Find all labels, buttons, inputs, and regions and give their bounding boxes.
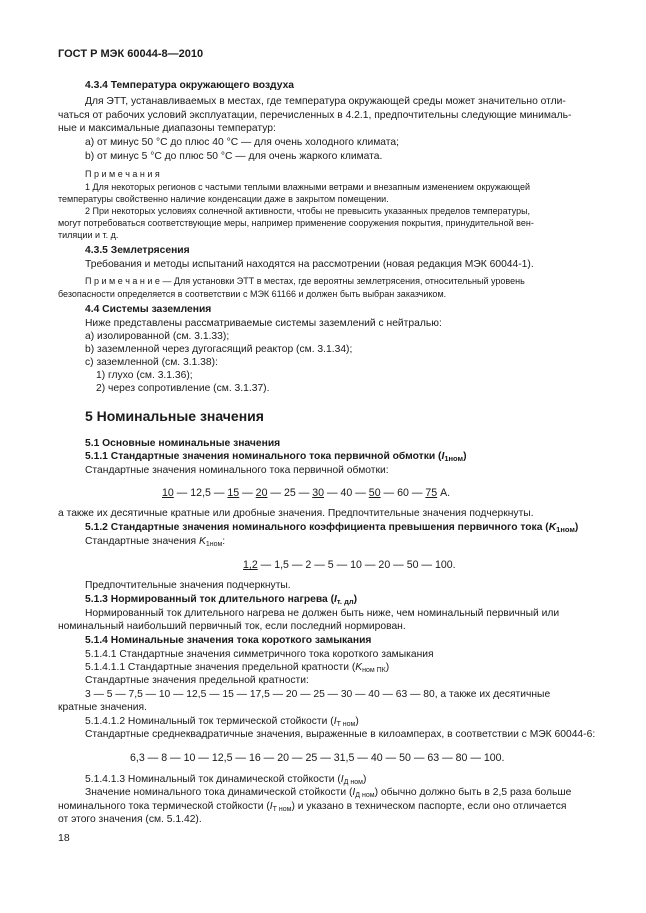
list-item: a) от минус 50 °C до плюс 40 °C — для очень холодного климата; [85,137,399,148]
series-value: 12,5 [190,487,211,499]
notes-title: П р и м е ч а н и я [85,169,160,179]
paragraph-line: от этого значения (см. 5.1.42). [58,814,202,825]
note-line: тиляции и т. д. [58,230,119,240]
document-header: ГОСТ Р МЭК 60044-8—2010 [58,48,204,60]
paragraph-line: Значение номинального тока динамической стойкости $(I_{Д ном})$ обычно должно быть в 2,5 раза больше [85,787,572,799]
paragraph-line: кратные значения. [58,702,147,713]
paragraph-line: 5.1.4.1 Стандартные значения симметричного тока короткого замыкания [85,649,434,660]
section-4-3-5-title: 4.3.5 Землетрясения [85,245,190,256]
note-line: безопасности определяется в соответствии с МЭК 61166 и должен быть выбран заказчиком. [58,289,447,299]
paragraph-line: номинального тока термической стойкости $(I_{Т ном})$ и указано в техническом паспорте, если оно отличается [58,801,567,813]
section-5-1-2-title: 5.1.2 Стандартные значения номинального коэффициента превышения первичного тока (K1ном) [85,522,579,534]
page-number: 18 [58,832,70,844]
note-line: 2 При некоторых условиях солнечной активности, чтобы не превысить указанных пределов температуры, [85,206,531,216]
section-5-1-3-title: 5.1.3 Нормированный ток длительного нагрева (Iт. дл) [85,594,358,606]
paragraph-line: Для ЭТТ, устанавливаемых в местах, где температура окружающей среды может значительно отли- [85,96,566,107]
list-item: b) заземленной через дугогасящий реактор (см. 3.1.34); [85,344,353,355]
note-line: могут потребоваться соответствующие меры, например применение сооружения покрытия, принудительной вен- [58,218,534,228]
paragraph-line: а также их десятичные кратные или дробные значения. Предпочтительные значения подчеркнуты. [58,508,534,519]
note-line: П р и м е ч а н и е — Для установки ЭТТ в местах, где вероятны землетрясения, относительный уровень [85,276,525,286]
paragraph-line: чаться от рабочих условий эксплуатации, перечисленных в 4.2.1, предпочтительны следующие минималь- [58,110,572,121]
note-line: 1 Для некоторых регионов с частыми теплыми влажными ветрами и внезапным изменением окружающей [85,182,531,192]
series-value: 75 [425,487,438,499]
list-item: a) изолированной (см. 3.1.33); [85,331,230,342]
paragraph-line: Стандартные значения предельной кратности: [85,675,309,686]
section-4-4-title: 4.4 Системы заземления [85,304,212,315]
series-value: 50 [368,487,381,499]
paragraph-line: 5.1.4.1.3 Номинальный ток динамической стойкости $(I_{Д ном})$ [85,774,367,786]
note-line: температуры свойственно наличие конденсации даже в закрытом помещении. [58,194,389,204]
paragraph-line: Стандартные значения $K_{1ном}$: [85,536,226,548]
section-5-1-4-title: 5.1.4 Номинальные значения тока короткого замыкания [85,635,372,646]
section-5-1-title: 5.1 Основные номинальные значения [85,438,281,449]
paragraph-line: Нормированный ток длительного нагрева не должен быть ниже, чем номинальный первичный или [85,608,560,619]
paragraph-line: Стандартные значения номинального тока первичной обмотки: [85,465,389,476]
paragraph-line: ные и максимальные диапазоны температур: [58,123,276,134]
paragraph-line: Стандартные среднеквадратичные значения, выраженные в килоамперах, в соответствии с МЭК 60044-6: [85,729,596,740]
list-item: b) от минус 5 °C до плюс 50 °C — для очень жаркого климата. [85,151,383,162]
list-item: c) заземленной (см. 3.1.38): [85,357,218,368]
series-value: 10 [162,487,174,499]
section-5-1-1-title: 5.1.1 Стандартные значения номинального тока первичной обмотки (I1ном) [85,451,467,463]
series-value: 40 [340,487,353,499]
current-series: 10 — 12,5 — 15 — 20 — 25 — 30 — 40 — 50 — 60 — 75 А. [162,487,451,499]
paragraph-line: номинальный наибольший первичный ток, если последний нормирован. [58,621,406,632]
series-value: 30 [312,487,325,499]
paragraph-line: 3 — 5 — 7,5 — 10 — 12,5 — 15 — 17,5 — 20 — 25 — 30 — 40 — 63 — 80, а также их десятичные [85,689,551,700]
series-value: 15 [227,487,240,499]
series-value: 20 [255,487,268,499]
series-value: 25 [283,487,296,499]
paragraph-line: 5.1.4.1.2 Номинальный ток термической стойкости $(I_{Т ном})$ [85,716,359,728]
paragraph-line: Требования и методы испытаний находятся на рассмотрении (новая редакция МЭК 60044-1). [85,259,534,270]
thermal-current-series: 6,3 — 8 — 10 — 12,5 — 16 — 20 — 25 — 31,5 — 40 — 50 — 63 — 80 — 100. [130,752,505,764]
list-subitem: 1) глухо (см. 3.1.36); [96,370,193,381]
list-subitem: 2) через сопротивление (см. 3.1.37). [96,383,270,394]
section-4-3-4-title: 4.3.4 Температура окружающего воздуха [85,80,295,91]
series-value: 60 [397,487,409,499]
coefficient-series: 1,2 — 1,5 — 2 — 5 — 10 — 20 — 50 — 100. [243,559,456,571]
paragraph-line: 5.1.4.1.1 Стандартные значения предельной кратности $(K_{ном ПК})$ [85,662,390,674]
section-5-title: 5 Номинальные значения [85,408,264,424]
paragraph-line: Предпочтительные значения подчеркнуты. [85,580,291,591]
paragraph-line: Ниже представлены рассматриваемые системы заземлений с нейтралью: [85,318,442,329]
